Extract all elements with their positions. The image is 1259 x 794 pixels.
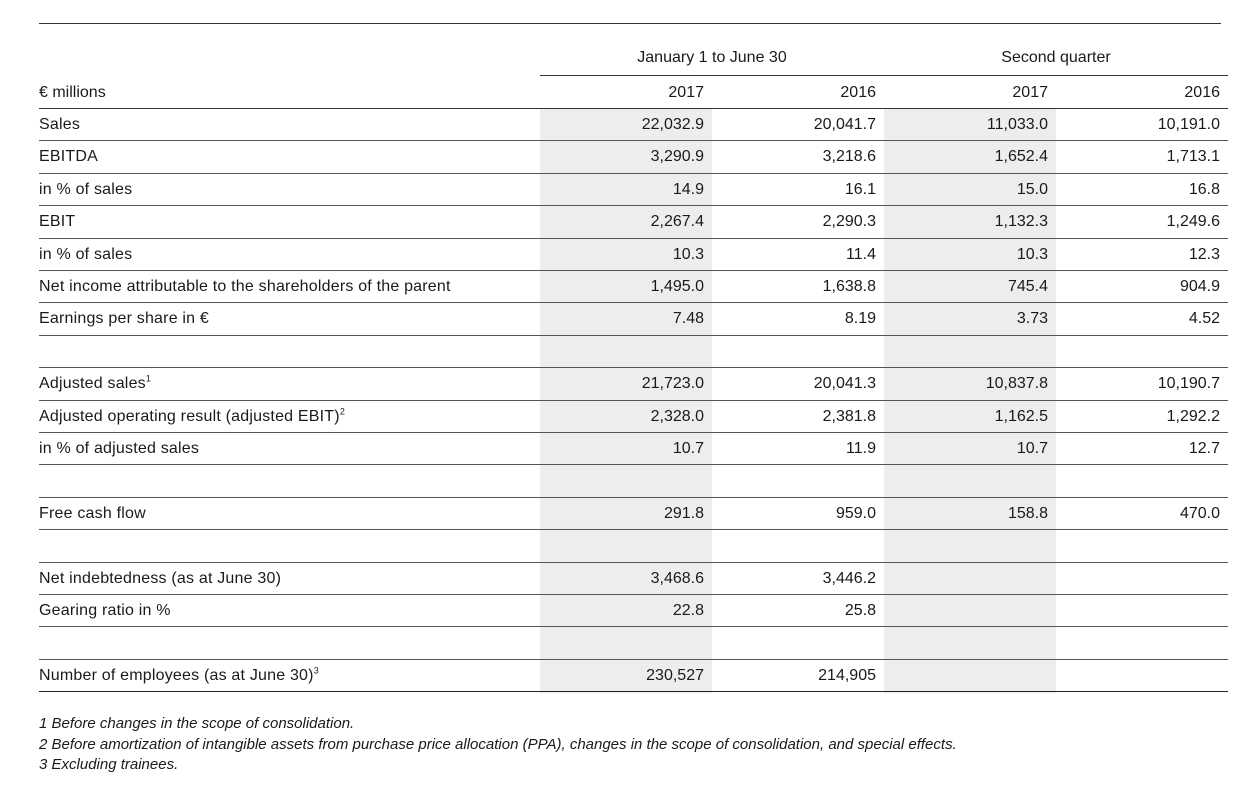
row-label: Number of employees (as at June 30)$^3$ (39, 665, 319, 684)
value-cell: 12.3 (1188, 245, 1220, 263)
footnote-3: 3 Excluding trainees. (39, 756, 179, 773)
table-row (39, 530, 1228, 562)
value-cell: 1,638.8 (822, 278, 876, 295)
group-rule (540, 75, 1228, 76)
row-label: Gearing ratio in % (39, 602, 171, 619)
year-header: 2016 (840, 84, 876, 101)
value-cell: 25.8 (844, 602, 876, 619)
year-header: 2016 (1184, 84, 1220, 101)
table-row (39, 627, 1228, 659)
value-cell: 12.7 (1188, 440, 1220, 457)
value-cell: 22.8 (672, 602, 704, 619)
value-cell: 4.52 (1188, 310, 1220, 328)
value-cell: 745.4 (1007, 278, 1048, 295)
value-cell: 8.19 (844, 310, 876, 328)
value-cell: 16.1 (844, 180, 876, 198)
table-row (39, 465, 1228, 497)
value-cell: 1,249.6 (1166, 213, 1220, 231)
value-cell: 1,495.0 (650, 278, 704, 295)
value-cell: 10.3 (1016, 245, 1048, 263)
value-cell: 10.7 (672, 440, 704, 457)
footnote-2: 2 Before amortization of intangible assets from purchase price allocation (PPA), changes in the scope of consolidation, and special effects. (39, 736, 957, 753)
table-row (39, 401, 1228, 433)
row-label: in % of adjusted sales (39, 440, 200, 457)
row-label: in % of sales (39, 180, 133, 198)
table-row (39, 271, 1228, 303)
table-row (39, 433, 1228, 465)
group-header-first-half: January 1 to June 30 (637, 49, 787, 66)
value-cell: 11.4 (846, 245, 876, 263)
table-row (39, 595, 1228, 627)
table-row (39, 336, 1228, 368)
value-cell: 20,041.7 (813, 116, 876, 133)
footnote-1: 1 Before changes in the scope of consolidation. (39, 715, 355, 732)
value-cell: 2,267.4 (650, 213, 704, 231)
value-cell: 10,191.0 (1157, 116, 1220, 133)
value-cell: 10.3 (672, 245, 704, 263)
row-label: Sales (39, 116, 81, 133)
value-cell: 11.9 (846, 440, 876, 457)
value-cell: 1,132.3 (994, 213, 1048, 231)
group-header-second-quarter: Second quarter (1001, 49, 1111, 66)
row-label: Net income attributable to the shareholders of the parent (39, 278, 451, 295)
row-label: Earnings per share in € (39, 310, 210, 328)
value-cell: 1,713.1 (1166, 148, 1220, 166)
value-cell: 3.73 (1016, 310, 1048, 328)
row-label: EBITDA (39, 148, 98, 166)
table-row (39, 206, 1228, 238)
year-header: 2017 (668, 84, 704, 101)
value-cell: 2,381.8 (822, 407, 876, 425)
value-cell: 3,446.2 (822, 569, 876, 587)
value-cell: 1,652.4 (994, 148, 1048, 166)
value-cell: 22,032.9 (641, 116, 704, 133)
value-cell: 10,837.8 (985, 375, 1048, 393)
value-cell: 15.0 (1016, 180, 1048, 198)
footnote-marker: 3 (313, 665, 319, 676)
table-row (39, 109, 1228, 141)
row-label: in % of sales (39, 245, 133, 263)
value-cell: 230,527 (646, 666, 704, 684)
row-label: Adjusted sales$^1$ (39, 373, 152, 393)
table-row (39, 368, 1228, 400)
value-cell: 214,905 (818, 666, 876, 684)
value-cell: 11,033.0 (986, 116, 1048, 133)
table-row (39, 660, 1228, 692)
table-row (39, 141, 1228, 173)
footnote-marker: 1 (145, 373, 152, 384)
value-cell: 2,290.3 (822, 213, 876, 231)
value-cell: 291.8 (663, 504, 704, 522)
value-cell: 10,190.7 (1157, 375, 1220, 393)
unit-label: € millions (39, 84, 106, 101)
value-cell: 20,041.3 (813, 375, 876, 393)
table-row (39, 563, 1228, 595)
value-cell: 14.9 (672, 180, 704, 198)
table-row (39, 239, 1228, 271)
value-cell: 2,328.0 (650, 407, 704, 425)
value-cell: 16.8 (1188, 180, 1220, 198)
value-cell: 1,292.2 (1166, 407, 1220, 425)
table-row (39, 498, 1228, 530)
value-cell: 3,468.6 (650, 569, 704, 587)
top-rule (39, 23, 1221, 24)
row-label: Net indebtedness (as at June 30) (39, 569, 282, 587)
year-header: 2017 (1012, 84, 1048, 101)
row-label: EBIT (39, 213, 76, 231)
footnote-marker: 2 (339, 406, 346, 417)
value-cell: 158.8 (1007, 504, 1048, 522)
value-cell: 7.48 (672, 310, 704, 328)
value-cell: 3,218.6 (822, 148, 876, 166)
row-label: Adjusted operating result (adjusted EBIT)$^2$ (39, 406, 346, 425)
value-cell: 1,162.5 (994, 407, 1048, 425)
value-cell: 10.7 (1016, 440, 1048, 457)
table-row (39, 174, 1228, 206)
value-cell: 470.0 (1179, 504, 1220, 522)
table-row (39, 303, 1228, 335)
value-cell: 959.0 (835, 504, 876, 522)
value-cell: 3,290.9 (650, 148, 704, 166)
value-cell: 21,723.0 (641, 375, 704, 393)
value-cell: 904.9 (1179, 278, 1220, 295)
row-label: Free cash flow (39, 504, 146, 522)
